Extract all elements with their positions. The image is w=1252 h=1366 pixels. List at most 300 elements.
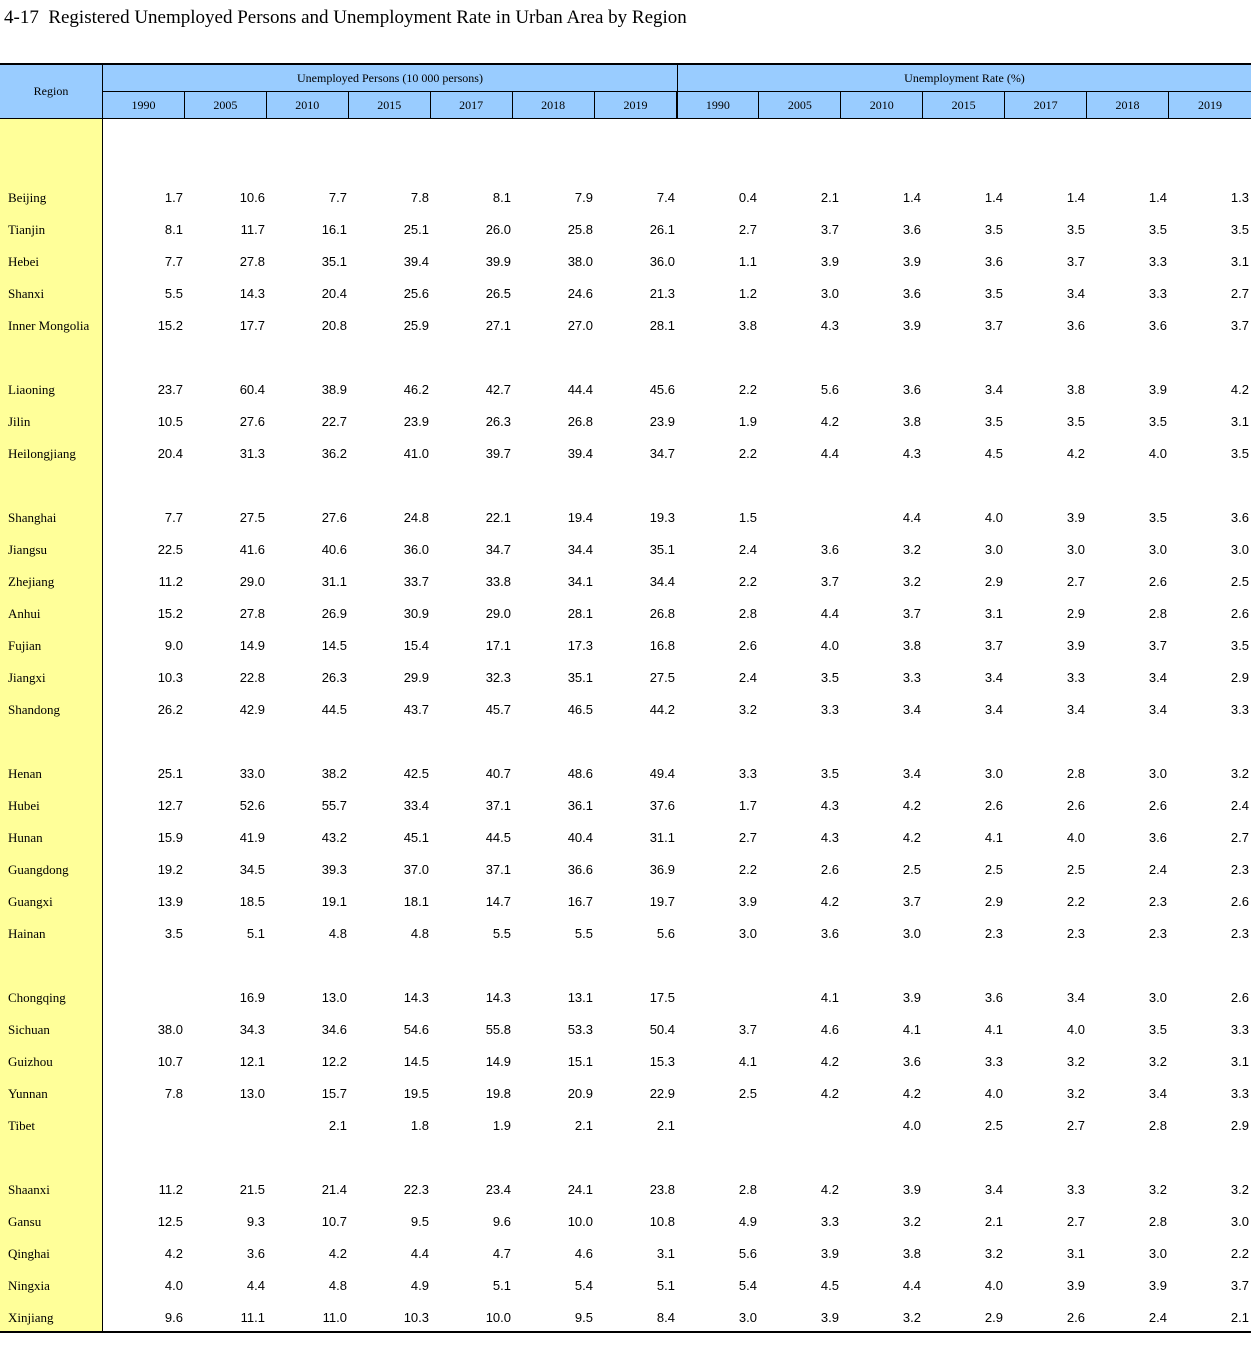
persons-cell: 43.2 (321, 830, 347, 845)
rate-cell: 4.2 (902, 798, 921, 813)
persons-cell: 11.1 (240, 1310, 265, 1325)
table-row (0, 886, 1251, 918)
persons-cell (123, 982, 183, 1014)
rate-cell: 3.5 (820, 766, 839, 781)
rate-cell: 3.4 (902, 702, 921, 717)
rate-cell: 3.5 (1148, 414, 1167, 429)
rate-cell: 2.8 (1148, 1214, 1167, 1229)
persons-cell: 13.1 (567, 990, 593, 1005)
rate-cell: 4.5 (984, 446, 1003, 461)
rate-cell (697, 1110, 757, 1142)
persons-cell: 3.1 (656, 1246, 675, 1261)
rate-cell: 3.0 (1148, 542, 1167, 557)
persons-cell: 23.8 (649, 1182, 675, 1197)
year-header-rate-2015: 2015 (923, 92, 1005, 118)
table-row (0, 630, 1251, 662)
rate-cell: 3.2 (1148, 1054, 1167, 1069)
persons-cell: 5.6 (656, 926, 675, 941)
rate-cell: 2.7 (1230, 830, 1249, 845)
persons-cell: 41.6 (239, 542, 265, 557)
region-name: Jilin (8, 414, 31, 429)
persons-cell: 36.6 (567, 862, 593, 877)
table-row (0, 598, 1251, 630)
persons-cell: 5.1 (492, 1278, 511, 1293)
persons-cell: 21.4 (321, 1182, 347, 1197)
rate-cell: 3.9 (820, 1246, 839, 1261)
rate-cell: 2.6 (1148, 798, 1167, 813)
persons-cell: 29.9 (403, 670, 429, 685)
rate-cell: 2.5 (984, 1118, 1003, 1133)
rate-cell: 3.4 (984, 670, 1003, 685)
rate-cell: 3.0 (738, 926, 757, 941)
persons-cell: 4.8 (410, 926, 429, 941)
persons-cell: 2.1 (574, 1118, 593, 1133)
persons-cell: 45.7 (485, 702, 511, 717)
persons-cell: 5.5 (492, 926, 511, 941)
rate-cell: 3.9 (1148, 1278, 1167, 1293)
unemployed-persons-header: Unemployed Persons (10 000 persons) (103, 65, 677, 92)
persons-cell: 36.0 (649, 254, 675, 269)
persons-cell: 19.3 (649, 510, 675, 525)
persons-cell: 12.1 (239, 1054, 265, 1069)
persons-cell: 22.5 (157, 542, 183, 557)
rate-cell: 2.2 (1230, 1246, 1249, 1261)
persons-cell: 5.5 (164, 286, 183, 301)
persons-cell: 10.8 (649, 1214, 675, 1229)
persons-cell: 7.7 (164, 510, 183, 525)
region-name: Hunan (8, 830, 43, 845)
rate-cell: 4.1 (902, 1022, 921, 1037)
persons-cell: 5.1 (246, 926, 265, 941)
rate-cell: 4.2 (1066, 446, 1085, 461)
region-name: Heilongjiang (8, 446, 76, 461)
persons-cell: 42.7 (485, 382, 511, 397)
rate-cell: 2.9 (1230, 670, 1249, 685)
persons-cell: 8.1 (492, 190, 511, 205)
rate-cell: 4.5 (820, 1278, 839, 1293)
rate-cell: 3.5 (984, 414, 1003, 429)
rate-cell: 3.6 (1148, 830, 1167, 845)
rate-cell: 4.0 (820, 638, 839, 653)
rate-cell: 1.9 (738, 414, 757, 429)
persons-cell: 9.5 (410, 1214, 429, 1229)
persons-cell: 31.1 (649, 830, 675, 845)
persons-cell: 27.5 (239, 510, 265, 525)
persons-cell: 4.8 (328, 1278, 347, 1293)
table-row (0, 1014, 1251, 1046)
persons-cell: 44.4 (567, 382, 593, 397)
persons-cell: 26.3 (485, 414, 511, 429)
rate-cell: 3.5 (820, 670, 839, 685)
table-row (0, 1238, 1251, 1270)
region-name: Sichuan (8, 1022, 50, 1037)
persons-cell: 10.0 (485, 1310, 511, 1325)
persons-cell: 24.1 (567, 1182, 593, 1197)
persons-cell: 15.1 (567, 1054, 593, 1069)
persons-cell: 16.1 (321, 222, 347, 237)
persons-cell: 27.0 (567, 318, 593, 333)
rate-cell: 2.4 (1148, 862, 1167, 877)
rate-cell: 3.9 (1066, 638, 1085, 653)
persons-cell: 26.1 (649, 222, 675, 237)
rate-cell: 4.6 (820, 1022, 839, 1037)
persons-cell: 14.5 (321, 638, 347, 653)
persons-cell: 14.3 (485, 990, 511, 1005)
rate-cell: 3.3 (984, 1054, 1003, 1069)
persons-cell: 34.1 (567, 574, 593, 589)
year-header-persons-2018: 2018 (513, 92, 595, 118)
persons-cell: 22.8 (239, 670, 265, 685)
persons-cell: 40.7 (485, 766, 511, 781)
persons-cell: 17.5 (649, 990, 675, 1005)
persons-cell: 29.0 (485, 606, 511, 621)
rate-cell: 3.3 (1230, 702, 1249, 717)
persons-cell: 15.3 (649, 1054, 675, 1069)
persons-cell: 25.1 (157, 766, 183, 781)
table-row (0, 1206, 1251, 1238)
rate-cell: 3.4 (1148, 670, 1167, 685)
rate-cell: 3.4 (1148, 702, 1167, 717)
rate-cell: 2.6 (1066, 1310, 1085, 1325)
table-row (0, 534, 1251, 566)
persons-cell: 14.7 (485, 894, 511, 909)
persons-cell: 34.4 (649, 574, 675, 589)
rate-cell: 3.2 (1230, 766, 1249, 781)
rate-cell: 4.1 (820, 990, 839, 1005)
persons-cell: 9.6 (164, 1310, 183, 1325)
rate-cell: 2.3 (984, 926, 1003, 941)
rate-cell: 2.4 (738, 670, 757, 685)
rate-cell: 4.2 (820, 414, 839, 429)
table-row (0, 694, 1251, 726)
rate-cell: 4.3 (902, 446, 921, 461)
persons-cell: 21.3 (649, 286, 675, 301)
rate-cell: 3.4 (1148, 1086, 1167, 1101)
table-row (0, 1110, 1251, 1142)
group-spacer (0, 950, 1251, 982)
persons-cell: 30.9 (403, 606, 429, 621)
persons-cell: 2.1 (656, 1118, 675, 1133)
persons-cell: 1.9 (492, 1118, 511, 1133)
persons-cell: 22.9 (649, 1086, 675, 1101)
rate-cell: 4.1 (984, 1022, 1003, 1037)
rate-cell: 2.9 (1066, 606, 1085, 621)
persons-cell: 50.4 (649, 1022, 675, 1037)
rate-cell: 3.4 (1066, 702, 1085, 717)
rate-cell: 3.3 (1066, 1182, 1085, 1197)
persons-cell: 16.8 (649, 638, 675, 653)
persons-cell: 3.5 (164, 926, 183, 941)
persons-cell: 27.6 (321, 510, 347, 525)
region-name: Beijing (8, 190, 47, 205)
persons-cell: 38.0 (157, 1022, 183, 1037)
group-spacer (0, 726, 1251, 758)
rate-cell: 3.7 (902, 894, 921, 909)
rate-cell: 3.2 (1148, 1182, 1167, 1197)
persons-cell: 4.6 (574, 1246, 593, 1261)
year-header-persons-1990: 1990 (103, 92, 185, 118)
region-name: Tibet (8, 1118, 35, 1133)
rate-cell: 3.5 (984, 222, 1003, 237)
persons-cell: 44.5 (321, 702, 347, 717)
rate-cell: 2.8 (738, 1182, 757, 1197)
table-row (0, 182, 1251, 214)
table-row (0, 758, 1251, 790)
rate-cell: 3.8 (902, 414, 921, 429)
rate-cell: 2.1 (984, 1214, 1003, 1229)
rate-cell (779, 1110, 839, 1142)
persons-cell: 15.2 (157, 318, 183, 333)
rate-cell: 2.7 (1230, 286, 1249, 301)
persons-cell: 20.4 (157, 446, 183, 461)
persons-cell: 48.6 (567, 766, 593, 781)
rate-cell: 3.8 (738, 318, 757, 333)
persons-cell: 39.9 (485, 254, 511, 269)
rate-cell: 3.0 (984, 542, 1003, 557)
persons-cell: 43.7 (403, 702, 429, 717)
rate-cell: 2.8 (738, 606, 757, 621)
persons-cell: 35.1 (649, 542, 675, 557)
rate-cell: 2.3 (1148, 894, 1167, 909)
year-header-rate-2017: 2017 (1005, 92, 1087, 118)
persons-cell: 39.3 (321, 862, 347, 877)
persons-cell: 42.5 (403, 766, 429, 781)
rate-cell: 4.2 (902, 830, 921, 845)
persons-cell: 11.0 (322, 1310, 347, 1325)
persons-cell: 4.9 (410, 1278, 429, 1293)
rate-cell: 3.3 (902, 670, 921, 685)
region-name: Ningxia (8, 1278, 50, 1293)
rate-cell: 3.5 (1066, 222, 1085, 237)
persons-cell: 10.7 (321, 1214, 347, 1229)
group-spacer (0, 1142, 1251, 1174)
rate-cell: 3.3 (820, 702, 839, 717)
rate-cell: 3.7 (984, 638, 1003, 653)
rate-cell: 3.9 (738, 894, 757, 909)
rate-cell: 3.6 (902, 382, 921, 397)
persons-cell: 18.1 (403, 894, 429, 909)
rate-cell: 4.3 (820, 830, 839, 845)
rate-cell: 3.6 (984, 254, 1003, 269)
rate-cell: 3.0 (820, 286, 839, 301)
rate-cell: 3.8 (902, 1246, 921, 1261)
rate-cell: 3.4 (984, 1182, 1003, 1197)
persons-cell: 22.3 (403, 1182, 429, 1197)
persons-cell: 9.5 (574, 1310, 593, 1325)
table-row (0, 502, 1251, 534)
rate-cell: 3.3 (1066, 670, 1085, 685)
rate-cell: 3.9 (1066, 1278, 1085, 1293)
region-name: Anhui (8, 606, 41, 621)
rate-cell: 4.1 (738, 1054, 757, 1069)
table-body (0, 150, 1251, 1334)
rate-cell: 4.4 (820, 606, 839, 621)
persons-cell: 16.9 (239, 990, 265, 1005)
persons-cell: 23.7 (157, 382, 183, 397)
persons-cell: 13.0 (239, 1086, 265, 1101)
persons-cell: 19.2 (157, 862, 183, 877)
year-header-rate-2010: 2010 (841, 92, 923, 118)
rate-cell: 3.3 (820, 1214, 839, 1229)
persons-cell: 38.9 (321, 382, 347, 397)
group-spacer (0, 470, 1251, 502)
persons-cell: 38.0 (567, 254, 593, 269)
rate-cell: 3.2 (902, 1310, 921, 1325)
rate-cell: 3.9 (1148, 382, 1167, 397)
table-row (0, 406, 1251, 438)
rate-cell: 2.3 (1148, 926, 1167, 941)
persons-cell: 34.5 (239, 862, 265, 877)
rate-cell: 4.0 (1066, 830, 1085, 845)
persons-cell: 4.0 (164, 1278, 183, 1293)
year-header-rate-1990: 1990 (677, 92, 759, 118)
rate-cell: 1.4 (1148, 190, 1167, 205)
rate-cell: 3.7 (1066, 254, 1085, 269)
rate-cell: 3.5 (1148, 222, 1167, 237)
rate-cell: 3.0 (1148, 1246, 1167, 1261)
rate-cell: 3.6 (902, 1054, 921, 1069)
rate-cell: 3.6 (1066, 318, 1085, 333)
persons-cell: 19.4 (567, 510, 593, 525)
persons-cell: 5.5 (574, 926, 593, 941)
rate-cell: 3.7 (984, 318, 1003, 333)
persons-cell: 14.9 (485, 1054, 511, 1069)
year-header-persons-2005: 2005 (185, 92, 267, 118)
year-header-persons-2010: 2010 (267, 92, 349, 118)
persons-cell: 20.8 (321, 318, 347, 333)
rate-cell: 2.6 (820, 862, 839, 877)
persons-cell: 29.0 (239, 574, 265, 589)
persons-cell: 37.0 (403, 862, 429, 877)
persons-cell: 7.9 (574, 190, 593, 205)
persons-cell: 19.8 (485, 1086, 511, 1101)
rate-cell: 3.6 (1230, 510, 1249, 525)
persons-cell: 4.2 (164, 1246, 183, 1261)
persons-cell: 44.2 (649, 702, 675, 717)
persons-cell: 10.3 (403, 1310, 429, 1325)
rate-cell: 5.4 (738, 1278, 757, 1293)
persons-cell: 10.5 (157, 414, 183, 429)
persons-cell: 34.6 (321, 1022, 347, 1037)
rate-cell: 2.5 (1230, 574, 1249, 589)
year-header-rate-2018: 2018 (1087, 92, 1169, 118)
table-row (0, 246, 1251, 278)
region-name: Fujian (8, 638, 42, 653)
persons-cell: 19.5 (403, 1086, 429, 1101)
table-row (0, 1046, 1251, 1078)
region-name: Zhejiang (8, 574, 55, 589)
rate-cell: 3.2 (738, 702, 757, 717)
rate-cell: 3.1 (984, 606, 1003, 621)
persons-cell: 41.9 (239, 830, 265, 845)
region-name: Hubei (8, 798, 40, 813)
persons-cell: 4.4 (410, 1246, 429, 1261)
region-name: Hebei (8, 254, 40, 269)
rate-cell: 2.9 (984, 574, 1003, 589)
rate-cell: 3.2 (1230, 1182, 1249, 1197)
persons-cell: 55.7 (321, 798, 347, 813)
rate-cell: 0.4 (738, 190, 757, 205)
rate-cell: 3.1 (1230, 414, 1249, 429)
rate-cell: 2.9 (984, 894, 1003, 909)
persons-cell: 41.0 (403, 446, 429, 461)
rate-cell: 1.2 (738, 286, 757, 301)
rate-cell: 3.6 (984, 990, 1003, 1005)
persons-cell: 14.3 (403, 990, 429, 1005)
persons-cell: 1.8 (410, 1118, 429, 1133)
year-header-persons-2015: 2015 (349, 92, 431, 118)
persons-cell: 11.2 (158, 1182, 183, 1197)
rate-cell: 3.9 (902, 1182, 921, 1197)
persons-cell: 20.4 (321, 286, 347, 301)
rate-cell: 2.8 (1148, 1118, 1167, 1133)
rate-cell: 3.7 (820, 222, 839, 237)
persons-cell: 31.1 (321, 574, 347, 589)
rate-cell: 3.9 (820, 1310, 839, 1325)
rate-cell: 2.5 (738, 1086, 757, 1101)
persons-cell: 23.9 (403, 414, 429, 429)
persons-cell: 7.4 (656, 190, 675, 205)
rate-cell: 3.2 (902, 574, 921, 589)
rate-cell: 4.3 (820, 798, 839, 813)
rate-cell: 3.6 (820, 542, 839, 557)
table-row (0, 982, 1251, 1014)
rate-cell: 3.5 (1148, 510, 1167, 525)
group-spacer (0, 342, 1251, 374)
rate-cell: 4.4 (902, 1278, 921, 1293)
rate-cell: 3.4 (984, 382, 1003, 397)
table-row (0, 790, 1251, 822)
rate-cell: 1.7 (738, 798, 757, 813)
persons-cell: 20.9 (567, 1086, 593, 1101)
persons-cell: 8.4 (656, 1310, 675, 1325)
rate-cell: 4.0 (902, 1118, 921, 1133)
rate-cell: 4.1 (984, 830, 1003, 845)
rate-cell: 2.1 (820, 190, 839, 205)
rate-cell: 2.3 (1230, 926, 1249, 941)
persons-cell: 26.2 (157, 702, 183, 717)
rate-cell: 2.4 (738, 542, 757, 557)
persons-cell: 22.1 (485, 510, 511, 525)
region-name: Hainan (8, 926, 46, 941)
rate-cell: 1.5 (738, 510, 757, 525)
persons-cell: 22.7 (321, 414, 347, 429)
rate-cell: 2.8 (1148, 606, 1167, 621)
persons-cell: 7.8 (410, 190, 429, 205)
rate-cell: 4.2 (820, 1086, 839, 1101)
rate-cell: 3.4 (1066, 990, 1085, 1005)
rate-cell: 3.3 (1230, 1022, 1249, 1037)
table-row (0, 1078, 1251, 1110)
rate-cell: 2.4 (1230, 798, 1249, 813)
rate-cell: 3.4 (984, 702, 1003, 717)
rate-cell: 2.5 (1066, 862, 1085, 877)
rate-cell: 2.7 (1066, 574, 1085, 589)
persons-cell: 39.7 (485, 446, 511, 461)
rate-cell: 3.7 (1230, 318, 1249, 333)
persons-cell: 7.7 (164, 254, 183, 269)
persons-cell: 8.1 (164, 222, 183, 237)
table-row (0, 854, 1251, 886)
table-row (0, 278, 1251, 310)
persons-cell: 2.1 (328, 1118, 347, 1133)
persons-cell: 37.6 (649, 798, 675, 813)
rate-cell: 2.6 (1230, 990, 1249, 1005)
persons-cell: 24.6 (567, 286, 593, 301)
persons-cell: 10.6 (239, 190, 265, 205)
region-name: Jiangsu (8, 542, 47, 557)
data-table (0, 63, 1251, 1333)
